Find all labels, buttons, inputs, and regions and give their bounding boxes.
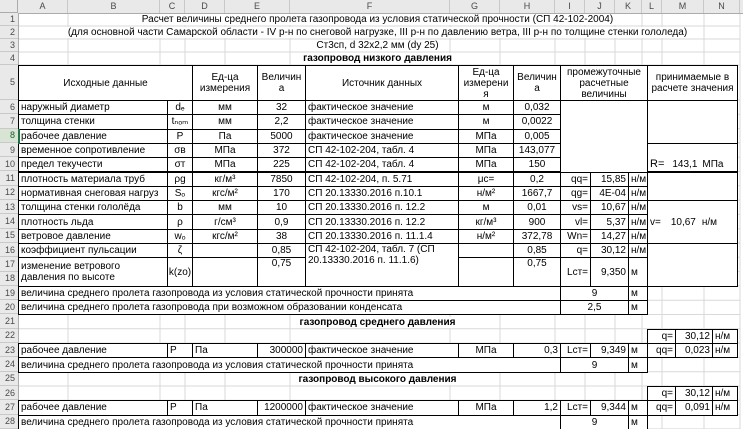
cell-source[interactable]: СП 20.13330.2016 п. 11.1.4 xyxy=(305,229,459,244)
cell-qq-key[interactable]: qq= xyxy=(647,400,676,415)
cell-value[interactable]: 5000 xyxy=(257,129,306,144)
header-interim-values[interactable]: промежуточные расчетные величины xyxy=(560,65,648,101)
row-header-17[interactable]: 17 xyxy=(0,257,18,271)
column-header-k[interactable]: K xyxy=(615,0,642,13)
cell-symbol[interactable]: Sₒ xyxy=(167,186,193,201)
cell-result-value[interactable]: 9 xyxy=(560,415,629,429)
cell-value-2[interactable]: 0,01 xyxy=(513,200,561,215)
row-header-24[interactable]: 24 xyxy=(0,357,18,371)
cell-result-label[interactable]: величина среднего пролета газопровода из условия статической прочности принята xyxy=(18,286,561,301)
cell-label-selected[interactable]: рабочее давление xyxy=(18,129,168,144)
row-header-1[interactable]: 1 xyxy=(0,13,18,26)
cell-qq-value[interactable]: 0,091 xyxy=(675,400,713,415)
cell-final-v[interactable] xyxy=(647,200,738,244)
row-header-5[interactable]: 5 xyxy=(0,65,18,100)
cell-interim-value[interactable]: 5,37 xyxy=(590,214,629,229)
cell-interim-unit[interactable]: н/м xyxy=(628,214,648,229)
row-header-8-selected[interactable]: 8 xyxy=(0,129,18,143)
cell-value-2[interactable]: 0,75 xyxy=(513,257,561,287)
cell-final-empty[interactable] xyxy=(647,243,738,287)
row-header-12[interactable]: 12 xyxy=(0,186,18,200)
header-inputs[interactable]: Исходные данные xyxy=(18,65,193,101)
final-v-key: v= xyxy=(650,216,661,228)
column-header-l[interactable]: L xyxy=(642,0,662,13)
doc-subtitle: (для основной части Самарской области - IV р-н по снеговой нагрузке, III р-н по давлению ветра, III р-н по толщине стенки гололеда) xyxy=(65,27,690,38)
cell-interim-value[interactable]: 9,344 xyxy=(590,400,629,415)
cell-unit[interactable]: Па xyxy=(192,129,258,144)
section-medium-pressure[interactable] xyxy=(18,316,737,329)
row-header-18[interactable]: 18 xyxy=(0,272,18,286)
cell-unit[interactable]: Па xyxy=(192,343,258,358)
cell-unit[interactable]: кгс/м² xyxy=(192,229,258,244)
cell-interim-unit[interactable]: н/м xyxy=(628,172,648,187)
header-unit-2[interactable]: Ед-ца измерения xyxy=(458,65,514,101)
cell-result-unit[interactable]: м xyxy=(628,357,648,372)
column-header-e[interactable]: E xyxy=(225,0,290,13)
select-all-corner[interactable] xyxy=(0,0,18,13)
column-header-h[interactable]: H xyxy=(500,0,555,13)
section-title: газопровод низкого давления xyxy=(300,53,455,64)
row-header-28[interactable]: 28 xyxy=(0,415,18,429)
cell-symbol[interactable]: tₙₒₘ xyxy=(167,114,193,129)
row-header-26[interactable]: 26 xyxy=(0,386,18,400)
pipe-spec: Ст3сп, d 32х2,2 мм (dy 25) xyxy=(313,40,441,51)
cell-unit[interactable]: кг/м³ xyxy=(192,172,258,187)
cell-result-value[interactable]: 9 xyxy=(560,286,629,301)
cell-interim-empty[interactable] xyxy=(560,100,648,173)
cell-interim-value[interactable]: 9,350 xyxy=(590,257,629,287)
cell-qq-unit[interactable]: н/м xyxy=(712,400,738,415)
cell-result-unit[interactable]: м xyxy=(628,415,648,429)
column-header-b[interactable]: B xyxy=(68,0,160,13)
section-title: газопровод высокого давления xyxy=(295,374,459,385)
cell-source[interactable]: фактическое значение xyxy=(305,129,459,144)
cell-value[interactable]: 38 xyxy=(257,229,306,244)
row-header-13[interactable]: 13 xyxy=(0,200,18,214)
cell-label[interactable]: коэффициент пульсации xyxy=(18,243,168,258)
cell-interim-value[interactable]: 9,349 xyxy=(590,343,629,358)
cell-symbol[interactable]: P xyxy=(167,400,193,415)
cell-symbol[interactable]: P xyxy=(167,343,193,358)
cell-interim-unit[interactable]: н/м xyxy=(628,229,648,244)
cell-unit-2[interactable]: н/м² xyxy=(458,186,514,201)
cell-interim-unit[interactable]: м xyxy=(628,343,648,358)
cell-result-label[interactable]: величина среднего пролета газопровода из условия статической прочности принята xyxy=(18,357,561,372)
final-v-unit: н/м xyxy=(701,216,718,228)
row-header-7[interactable]: 7 xyxy=(0,114,18,128)
cell-value[interactable]: 372 xyxy=(257,143,306,158)
cell-value[interactable]: 300000 xyxy=(257,343,306,358)
column-header-a[interactable]: A xyxy=(18,0,68,13)
cell-label[interactable]: плотность льда xyxy=(18,214,168,229)
cell-interim-value[interactable]: 10,67 xyxy=(590,200,629,215)
cell-interim-unit[interactable]: н/м xyxy=(628,243,648,258)
cell-unit-2[interactable]: μc= xyxy=(458,172,514,187)
active-cell-indicator xyxy=(18,129,20,144)
title-row-1[interactable] xyxy=(18,13,737,26)
cell-result-value[interactable]: 9 xyxy=(560,357,629,372)
cell-source[interactable]: фактическое значение xyxy=(305,100,459,115)
row-header-23[interactable]: 23 xyxy=(0,343,18,357)
header-final-values[interactable]: принимаемые в расчете значения xyxy=(647,65,738,101)
cell-value[interactable]: 7850 xyxy=(257,172,306,187)
column-header-n[interactable]: N xyxy=(704,0,740,13)
cell-interim-value[interactable]: 15,85 xyxy=(590,172,629,187)
row-header-21[interactable]: 21 xyxy=(0,315,18,329)
cell-final-empty[interactable] xyxy=(647,172,738,202)
cell-value-2[interactable]: 150 xyxy=(513,157,561,172)
row-header-11[interactable]: 11 xyxy=(0,172,18,186)
row-header-15[interactable]: 15 xyxy=(0,229,18,243)
cell-label[interactable]: нормативная снеговая нагруз xyxy=(18,186,168,201)
cell-interim-key[interactable]: Lст= xyxy=(560,400,591,415)
row-header-16[interactable]: 16 xyxy=(0,243,18,257)
cell-label[interactable]: временное сопротивление xyxy=(18,143,168,158)
cell-source[interactable]: СП 20.13330.2016 п. 12.2 xyxy=(305,200,459,215)
cell-q-value[interactable]: 30,12 xyxy=(675,386,713,401)
cell-unit[interactable]: мм xyxy=(192,200,258,215)
cell-source[interactable]: фактическое значение xyxy=(305,400,459,415)
cell-final-empty[interactable] xyxy=(647,100,738,144)
row-header-14[interactable]: 14 xyxy=(0,214,18,228)
row-header-4[interactable]: 4 xyxy=(0,52,18,65)
cell-value[interactable]: 0,9 xyxy=(257,214,306,229)
cell-interim-key[interactable]: vs= xyxy=(560,200,591,215)
cell-source[interactable]: СП 42-102-204, табл. 4 xyxy=(305,157,459,172)
cell-result-unit[interactable]: м xyxy=(628,286,648,301)
cell-value-2[interactable]: 372,78 xyxy=(513,229,561,244)
cell-symbol[interactable]: ρg xyxy=(167,172,193,187)
cell-unit-2[interactable]: МПа xyxy=(458,343,514,358)
cell-source-merged[interactable]: СП 42-102-204, табл. 7 (СП 20.13330.2016 п. 11.1.6) xyxy=(305,243,459,287)
section-high-pressure[interactable] xyxy=(18,373,737,386)
cell-source[interactable]: СП 20.13330.2016 п.10.1 xyxy=(305,186,459,201)
cell-interim-key[interactable]: q= xyxy=(560,243,591,258)
column-header-d[interactable]: D xyxy=(185,0,225,13)
row-header-19[interactable]: 19 xyxy=(0,286,18,300)
cell-unit-2[interactable]: МПа xyxy=(458,157,514,172)
cell-interim-unit[interactable]: н/м xyxy=(628,200,648,215)
cell-value-2[interactable]: 900 xyxy=(513,214,561,229)
cell-q-unit[interactable]: н/м xyxy=(712,329,738,344)
cell-q-key[interactable]: q= xyxy=(647,329,676,344)
column-header-c[interactable]: C xyxy=(160,0,185,13)
row-header-9[interactable]: 9 xyxy=(0,143,18,157)
header-unit[interactable]: Ед-ца измерения xyxy=(192,65,258,101)
section-low-pressure[interactable] xyxy=(18,52,737,65)
cell-unit[interactable]: МПа xyxy=(192,143,258,158)
column-header-m[interactable]: M xyxy=(662,0,704,13)
cell-unit-2[interactable]: МПа xyxy=(458,400,514,415)
cell-label[interactable]: плотность материала труб xyxy=(18,172,168,187)
header-source[interactable]: Источник данных xyxy=(305,65,459,101)
cell-interim-key[interactable]: qg= xyxy=(560,186,591,201)
final-r-unit: МПа xyxy=(702,159,724,171)
cell-label[interactable]: рабочее давление xyxy=(18,343,168,358)
cell-label[interactable]: предел текучести xyxy=(18,157,168,172)
title-row-3[interactable] xyxy=(18,39,737,52)
cell-value-2[interactable]: 0,0022 xyxy=(513,114,561,129)
cell-label[interactable]: ветровое давление xyxy=(18,229,168,244)
cell-symbol[interactable]: σв xyxy=(167,143,193,158)
cell-unit[interactable]: г/см³ xyxy=(192,214,258,229)
final-r-value: 143,1 xyxy=(672,159,698,171)
cell-source[interactable]: СП 42-102-204, п. 5.71 xyxy=(305,172,459,187)
section-title: газопровод среднего давления xyxy=(297,317,459,328)
cell-final-r[interactable] xyxy=(647,143,738,173)
header-value[interactable]: Величина xyxy=(257,65,306,101)
cell-interim-key[interactable]: vl= xyxy=(560,214,591,229)
row-header-25[interactable]: 25 xyxy=(0,372,18,386)
cell-unit[interactable]: Па xyxy=(192,400,258,415)
cell-unit-2[interactable]: МПа xyxy=(458,129,514,144)
cell-qq-value[interactable]: 0,023 xyxy=(675,343,713,358)
cell-symbol[interactable]: b xyxy=(167,200,193,215)
cell-interim-value[interactable]: 4E-04 xyxy=(590,186,629,201)
cell-unit-empty[interactable] xyxy=(192,257,258,287)
cell-value[interactable]: 10 xyxy=(257,200,306,215)
cell-symbol[interactable]: ρ xyxy=(167,214,193,229)
cell-result-value[interactable]: 2,5 xyxy=(560,300,629,315)
cell-symbol[interactable]: dₑ xyxy=(167,100,193,115)
cell-symbol[interactable]: wₒ xyxy=(167,229,193,244)
cell-interim-unit[interactable]: м xyxy=(628,257,648,287)
cell-interim-key[interactable]: Lст= xyxy=(560,343,591,358)
cell-interim-value[interactable]: 14,27 xyxy=(590,229,629,244)
cell-interim-unit[interactable]: н/м xyxy=(628,186,648,201)
cell-unit-2-empty[interactable] xyxy=(458,257,514,287)
cell-symbol[interactable]: ζ xyxy=(167,243,193,258)
cell-symbol[interactable]: σт xyxy=(167,157,193,172)
cell-interim-unit[interactable]: м xyxy=(628,400,648,415)
row-header-22[interactable]: 22 xyxy=(0,329,18,343)
column-header-f[interactable]: F xyxy=(290,0,450,13)
cell-q-key[interactable]: q= xyxy=(647,386,676,401)
cell-value[interactable]: 0,75 xyxy=(257,257,306,287)
cell-unit-2[interactable]: м xyxy=(458,100,514,115)
cell-unit-2-empty[interactable] xyxy=(458,243,514,258)
cell-result-label[interactable]: величина среднего пролета газопровода при возможном образовании конденсата xyxy=(18,300,561,315)
cell-label[interactable]: рабочее давление xyxy=(18,400,168,415)
cell-result-unit[interactable]: м xyxy=(628,300,648,315)
cell-symbol[interactable]: P xyxy=(167,129,193,144)
title-row-2[interactable] xyxy=(18,26,737,39)
cell-result-label[interactable]: величина среднего пролета газопровода из условия статической прочности принята xyxy=(18,415,561,429)
cell-qq-unit[interactable]: н/м xyxy=(712,343,738,358)
cell-unit-empty[interactable] xyxy=(192,243,258,258)
cell-value-2[interactable]: 1667,7 xyxy=(513,186,561,201)
cell-unit-2[interactable]: МПа xyxy=(458,143,514,158)
row-header-27[interactable]: 27 xyxy=(0,400,18,414)
cell-q-unit[interactable]: н/м xyxy=(712,386,738,401)
cell-source[interactable]: СП 42-102-204, табл. 4 xyxy=(305,143,459,158)
cell-value-2[interactable]: 0,2 xyxy=(513,172,561,187)
cell-q-value[interactable]: 30,12 xyxy=(675,329,713,344)
cell-value[interactable]: 170 xyxy=(257,186,306,201)
column-header-g[interactable]: G xyxy=(450,0,500,13)
cell-label[interactable]: толщина стенки гололёда xyxy=(18,200,168,215)
cell-value-2[interactable]: 0,032 xyxy=(513,100,561,115)
cell-unit-2[interactable]: н/м² xyxy=(458,229,514,244)
cell-interim-key[interactable]: Lст= xyxy=(560,257,591,287)
cell-unit-2[interactable]: м xyxy=(458,200,514,215)
cell-value-2[interactable]: 1,2 xyxy=(513,400,561,415)
row-header-3[interactable]: 3 xyxy=(0,39,18,52)
final-v-value: 10,67 xyxy=(670,216,696,228)
cell-value-2[interactable]: 0,005 xyxy=(513,129,561,144)
column-header-j[interactable]: J xyxy=(585,0,615,13)
row-header-2[interactable]: 2 xyxy=(0,26,18,39)
cell-value-2[interactable]: 0,85 xyxy=(513,243,561,258)
cell-label[interactable]: наружный диаметр xyxy=(18,100,168,115)
cell-value[interactable]: 1200000 xyxy=(257,400,306,415)
cell-qq-key[interactable]: qq= xyxy=(647,343,676,358)
cell-source[interactable]: фактическое значение xyxy=(305,114,459,129)
cell-interim-key[interactable]: qq= xyxy=(560,172,591,187)
doc-title: Расчет величины среднего пролета газопровода из условия статической прочности (СП 42-102-2004) xyxy=(139,14,616,25)
cell-interim-key[interactable]: Wn= xyxy=(560,229,591,244)
cell-source[interactable]: СП 20.13330.2016 п. 12.2 xyxy=(305,214,459,229)
cell-unit-2[interactable]: кг/м³ xyxy=(458,214,514,229)
header-value-2[interactable]: Величина xyxy=(513,65,561,101)
final-r-key: R= xyxy=(650,158,665,171)
column-header-i[interactable]: I xyxy=(555,0,585,13)
cell-unit-2[interactable]: м xyxy=(458,114,514,129)
cell-value[interactable]: 0,85 xyxy=(257,243,306,258)
cell-unit[interactable]: кгс/м² xyxy=(192,186,258,201)
row-header-10[interactable]: 10 xyxy=(0,157,18,171)
cell-value-2[interactable]: 0,3 xyxy=(513,343,561,358)
cell-interim-value[interactable]: 30,12 xyxy=(590,243,629,258)
cell-unit[interactable]: МПа xyxy=(192,157,258,172)
cell-value[interactable]: 225 xyxy=(257,157,306,172)
cell-value-2[interactable]: 143,077 xyxy=(513,143,561,158)
cell-symbol[interactable]: k(zo) xyxy=(167,257,193,287)
row-header-20[interactable]: 20 xyxy=(0,300,18,314)
cell-label[interactable]: толщина стенки xyxy=(18,114,168,129)
cell-label[interactable]: изменение ветрового давления по высоте xyxy=(18,257,168,287)
cell-value[interactable]: 32 xyxy=(257,100,306,115)
cell-unit[interactable]: мм xyxy=(192,114,258,129)
row-header-6[interactable]: 6 xyxy=(0,100,18,114)
cell-unit[interactable]: мм xyxy=(192,100,258,115)
cell-source[interactable]: фактическое значение xyxy=(305,343,459,358)
cell-value[interactable]: 2,2 xyxy=(257,114,306,129)
